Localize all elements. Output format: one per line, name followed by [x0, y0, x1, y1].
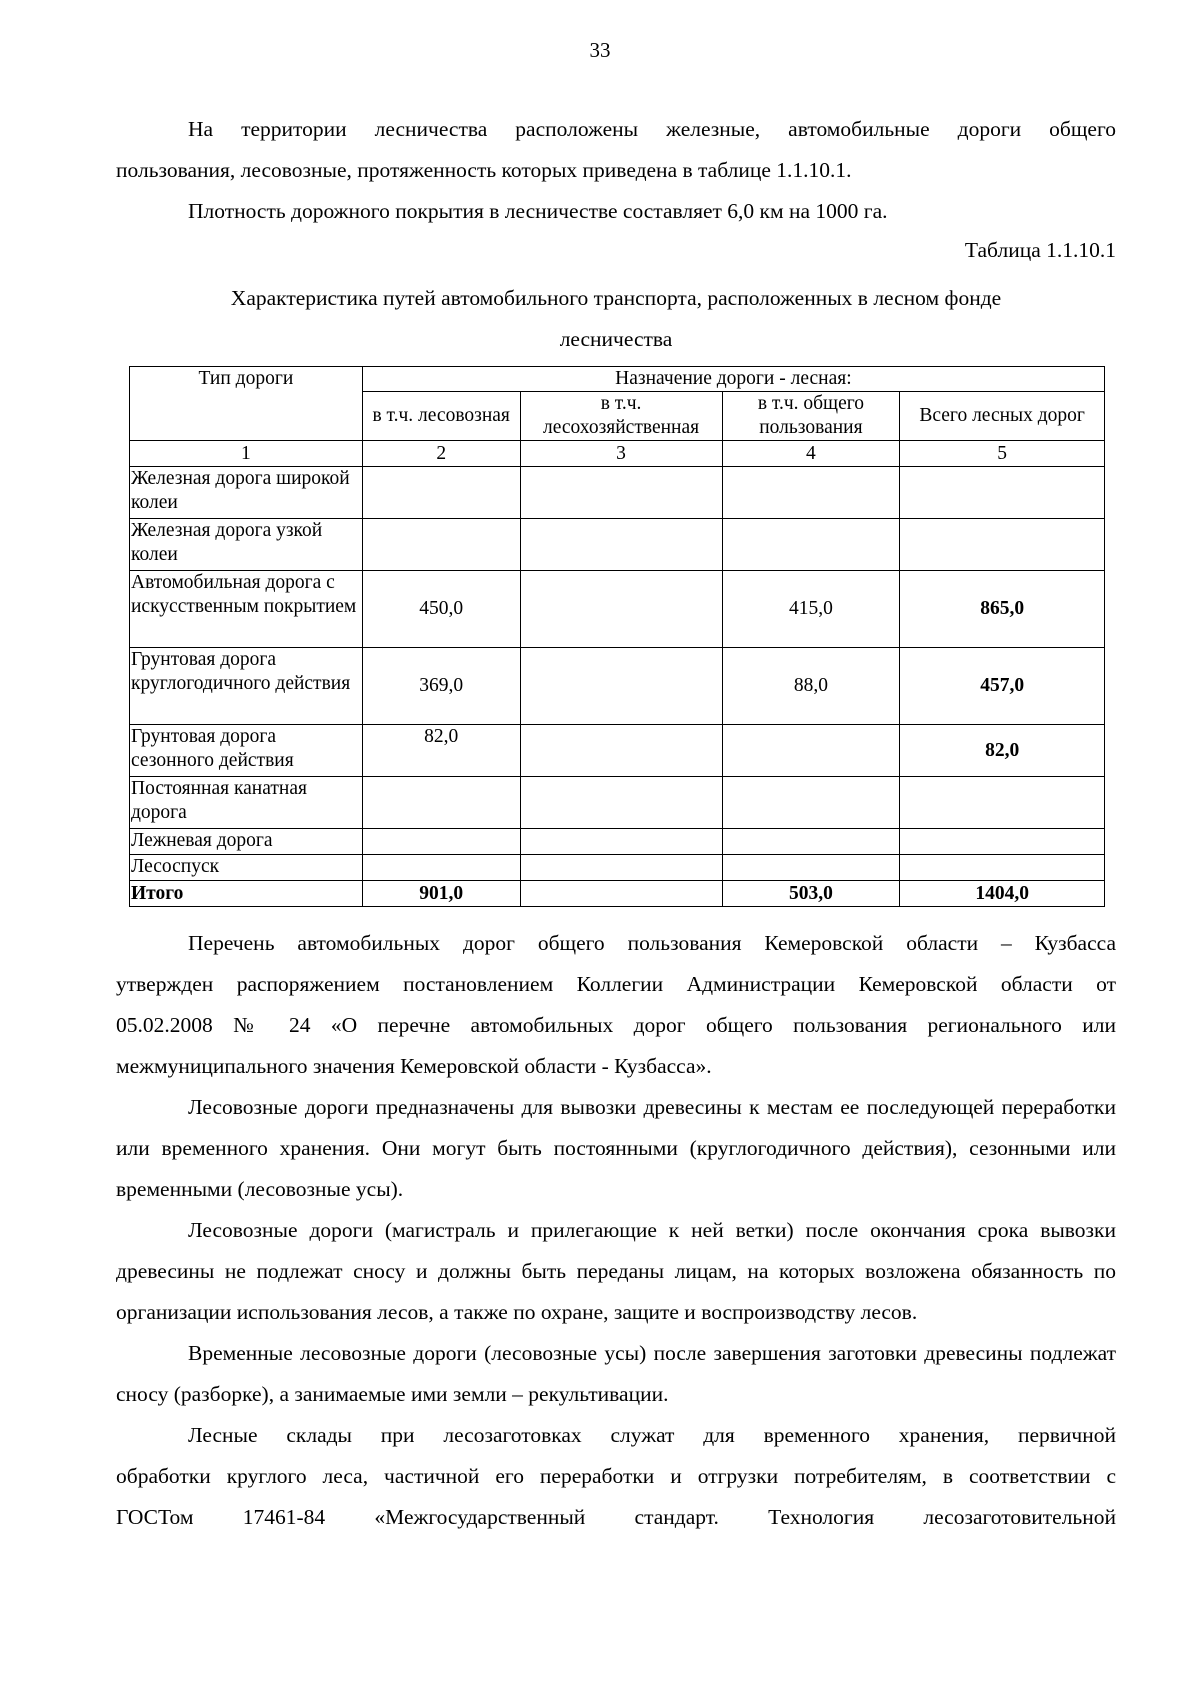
- cell-total: [900, 519, 1105, 571]
- column-number: 2: [362, 441, 520, 467]
- row-name: Грунтовая дорога круглогодичного действия: [130, 648, 363, 725]
- cell-public: 88,0: [722, 648, 900, 725]
- table-row: [130, 571, 1105, 648]
- cell-total: [900, 777, 1105, 829]
- cell-public: [722, 777, 900, 829]
- table-row: [130, 777, 1105, 829]
- cell-logging: [362, 829, 520, 855]
- paragraph-road-list-line3: 05.02.2008 № 24 «О перечне автомобильных дорог общего пользования регионального или: [116, 1013, 1116, 1037]
- column-number: 1: [130, 441, 363, 467]
- table-title-line1: Характеристика путей автомобильного транспорта, расположенных в лесном фонде: [230, 286, 1002, 310]
- paragraph-roads-intro-line2: пользования, лесовозные, протяженность которых приведена в таблице 1.1.10.1.: [116, 158, 852, 182]
- cell-logging: 450,0: [362, 571, 520, 648]
- table-row: [130, 519, 1105, 571]
- total-logging: 901,0: [362, 881, 520, 907]
- paragraph-warehouses-line1: Лесные склады при лесозаготовках служат для временного хранения, первичной: [188, 1423, 1116, 1447]
- table-row: [130, 725, 1105, 777]
- header-public: в т.ч. общего пользования: [722, 392, 900, 441]
- cell-public: 415,0: [722, 571, 900, 648]
- row-name: Постоянная канатная дорога: [130, 777, 363, 829]
- cell-logging: 82,0: [362, 725, 520, 777]
- paragraph-temporary-roads: Временные лесовозные дороги (лесовозные усы) после завершения заготовки древесины подлежат сносу (разборке), а занимаемые ими земли – рекультивации.: [116, 1341, 1116, 1406]
- cell-forestry: [520, 829, 722, 855]
- header-logging: в т.ч. лесовозная: [362, 392, 520, 441]
- cell-logging: [362, 855, 520, 881]
- row-name: Лежневая дорога: [130, 829, 363, 855]
- paragraph-warehouses-line2: обработки круглого леса, частичной его переработки и отгрузки потребителям, в соответствии с: [116, 1464, 1116, 1488]
- table-row: [130, 467, 1105, 519]
- table-title: [116, 278, 1116, 360]
- cell-public: [722, 519, 900, 571]
- paragraph-road-list-line2: утвержден распоряжением постановлением Коллегии Администрации Кемеровской области от: [116, 972, 1116, 996]
- cell-public: [722, 725, 900, 777]
- cell-forestry: [520, 725, 722, 777]
- cell-logging: [362, 467, 520, 519]
- row-name: Грунтовая дорога сезонного действия: [130, 725, 363, 777]
- cell-total: [900, 855, 1105, 881]
- row-name: Автомобильная дорога с искусственным покрытием: [130, 571, 363, 648]
- cell-total: 82,0: [900, 725, 1105, 777]
- cell-forestry: [520, 648, 722, 725]
- cell-forestry: [520, 519, 722, 571]
- row-name: Железная дорога широкой колеи: [130, 467, 363, 519]
- row-name: Железная дорога узкой колеи: [130, 519, 363, 571]
- paragraph-road-list-line4: межмуниципального значения Кемеровской области - Кузбасса».: [116, 1054, 712, 1078]
- paragraph-density: Плотность дорожного покрытия в лесничестве составляет 6,0 км на 1000 га.: [188, 199, 888, 223]
- roads-table: [129, 366, 1105, 907]
- table-row: [130, 855, 1105, 881]
- cell-forestry: [520, 467, 722, 519]
- cell-forestry: [520, 855, 722, 881]
- header-purpose: Назначение дороги - лесная:: [362, 367, 1104, 392]
- row-name: Лесоспуск: [130, 855, 363, 881]
- cell-public: [722, 855, 900, 881]
- cell-public: [722, 829, 900, 855]
- table-header-row: [130, 367, 1105, 392]
- intro-text: [116, 109, 1116, 232]
- cell-logging: 369,0: [362, 648, 520, 725]
- body-text: [116, 923, 1116, 1538]
- column-number: 4: [722, 441, 900, 467]
- cell-public: [722, 467, 900, 519]
- total-forestry: [520, 881, 722, 907]
- table-row: [130, 829, 1105, 855]
- total-public: 503,0: [722, 881, 900, 907]
- paragraph-logging-roads-after: Лесовозные дороги (магистраль и прилегающие к ней ветки) после окончания срока вывозки древесины не подлежат сносу и должны быть переданы лицам, на которых возложена обязанность по организации использования лесов, а также по охране, защите и воспроизводству лесов.: [116, 1218, 1116, 1324]
- page-number: 33: [589, 38, 611, 62]
- cell-forestry: [520, 571, 722, 648]
- header-forestry: в т.ч. лесохозяйственная: [520, 392, 722, 441]
- paragraph-logging-roads: Лесовозные дороги предназначены для вывозки древесины к местам ее последующей переработки или временного хранения. Они могут быть постоянными (круглогодичного действия), сезонными или временными (лесовозные усы).: [116, 1095, 1116, 1201]
- header-road-type: Тип дороги: [130, 367, 363, 441]
- table-row: [130, 648, 1105, 725]
- column-number-row: [130, 441, 1105, 467]
- paragraph-warehouses-line3: ГОСТом 17461-84 «Межгосударственный стандарт. Технология лесозаготовительной: [116, 1505, 1116, 1529]
- total-label: Итого: [130, 881, 363, 907]
- table-label: Таблица 1.1.10.1: [964, 238, 1116, 262]
- cell-logging: [362, 519, 520, 571]
- cell-total: 865,0: [900, 571, 1105, 648]
- cell-logging: [362, 777, 520, 829]
- column-number: 5: [900, 441, 1105, 467]
- cell-total: [900, 829, 1105, 855]
- paragraph-roads-intro-line1: На территории лесничества расположены железные, автомобильные дороги общего: [188, 117, 1116, 141]
- paragraph-road-list-line1: Перечень автомобильных дорог общего пользования Кемеровской области – Кузбасса: [188, 931, 1116, 955]
- total-all: 1404,0: [900, 881, 1105, 907]
- cell-forestry: [520, 777, 722, 829]
- cell-total: [900, 467, 1105, 519]
- cell-total: 457,0: [900, 648, 1105, 725]
- header-total: Всего лесных дорог: [900, 392, 1105, 441]
- table-title-line2: лесничества: [559, 327, 673, 351]
- table-total-row: [130, 881, 1105, 907]
- column-number: 3: [520, 441, 722, 467]
